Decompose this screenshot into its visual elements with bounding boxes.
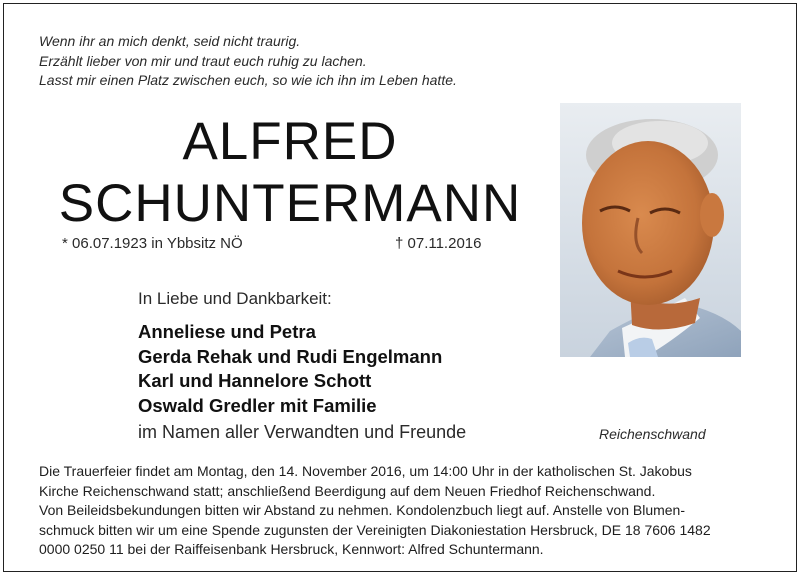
poem-line: Lasst mir einen Platz zwischen euch, so wie ich ihn im Leben hatte. [39, 72, 457, 88]
place-name: Reichenschwand [599, 426, 706, 442]
mourner-name: Karl und Hannelore Schott [138, 370, 372, 391]
info-line: Die Trauerfeier findet am Montag, den 14. November 2016, um 14:00 Uhr in der katholischen St. Jakobus [39, 463, 692, 479]
info-line: schmuck bitten wir um eine Spende zugunsten der Vereinigten Diakoniestation Hersbruck, DE 18 7606 1482 [39, 521, 711, 538]
funeral-information [39, 462, 739, 560]
mourner-name: Gerda Rehak und Rudi Engelmann [138, 345, 443, 367]
poem-line: Wenn ihr an mich denkt, seid nicht traurig. [39, 33, 301, 49]
info-line: Von Beileidsbekundungen bitten wir Abstand zu nehmen. Kondolenzbuch liegt auf. Anstelle von Blumen- [39, 502, 685, 519]
mourner-name: Oswald Gredler mit Familie [138, 394, 377, 416]
deceased-first-name: ALFRED [182, 112, 398, 171]
info-line: Kirche Reichenschwand statt; anschließend Beerdigung auf dem Neuen Friedhof Reichenschwand. [39, 482, 656, 499]
info-line: 0000 0250 11 bei der Raiffeisenbank Hersbruck, Kennwort: Alfred Schuntermann. [39, 541, 544, 558]
memorial-poem [39, 32, 457, 91]
mourners-list [138, 320, 442, 418]
mourner-name: Anneliese und Petra [138, 321, 316, 342]
deceased-last-name: SCHUNTERMANN [58, 174, 522, 233]
death-date: † 07.11.2016 [395, 235, 482, 252]
relatives-line: im Namen aller Verwandten und Freunde [138, 422, 467, 442]
birth-date: * 06.07.1923 in Ybbsitz NÖ [62, 235, 243, 252]
poem-line: Erzählt lieber von mir und traut euch ruhig zu lachen. [39, 52, 367, 69]
portrait-photo [560, 103, 741, 357]
gratitude-intro: In Liebe und Dankbarkeit: [138, 289, 332, 308]
